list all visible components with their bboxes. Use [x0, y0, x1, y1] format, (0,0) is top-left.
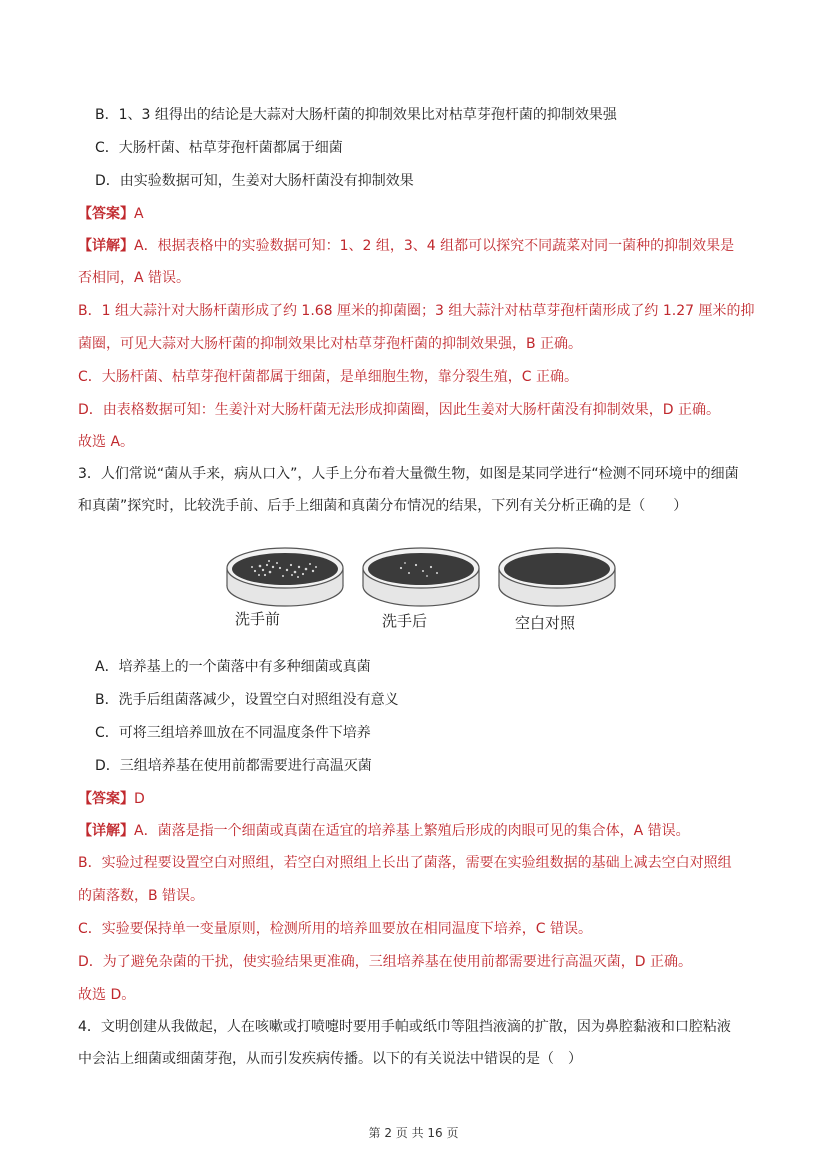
q2-option-b: B．1、3 组得出的结论是大蒜对大肠杆菌的抑制效果比对枯草芽孢杆菌的抑制效果强: [95, 107, 617, 123]
q2-option-c: C．大肠杆菌、枯草芽孢杆菌都属于细菌: [95, 140, 343, 156]
answer-tag: 【答案】: [78, 791, 134, 807]
q3-option-c: C．可将三组培养皿放在不同温度条件下培养: [95, 725, 371, 741]
petri-dish-before: [225, 546, 345, 608]
q3-detail-b-line2: 的菌落数，B 错误。: [78, 888, 205, 904]
answer-tag: 【答案】: [78, 206, 134, 222]
q3-stem-line2: 和真菌”探究时，比较洗手前、后手上细菌和真菌分布情况的结果，下列有关分析正确的是（ ）: [78, 498, 688, 514]
q3-detail-b-line1: B．实验过程要设置空白对照组，若空白对照组上长出了菌落，需要在实验组数据的基础上减去空白对照组: [78, 855, 732, 871]
q2-detail-b-line2: 菌圈，可见大蒜对大肠杆菌的抑制效果比对枯草芽孢杆菌的抑制效果强，B 正确。: [78, 336, 583, 352]
q2-detail-b-line1: B．1 组大蒜汁对大肠杆菌形成了约 1.68 厘米的抑菌圈；3 组大蒜汁对枯草芽孢杆菌形成了约 1.27 厘米的抑: [78, 303, 755, 319]
q3-choose: 故选 D。: [78, 987, 136, 1003]
detail-text: A．根据表格中的实验数据可知：1、2 组，3、4 组都可以探究不同蔬菜对同一菌种的抑制效果是: [134, 238, 735, 254]
page-footer: 第 2 页 共 16 页: [368, 1126, 459, 1140]
answer-value: A: [134, 206, 144, 222]
q2-answer: [78, 204, 144, 224]
detail-text: A．菌落是指一个细菌或真菌在适宜的培养基上繁殖后形成的肉眼可见的集合体，A 错误。: [134, 823, 690, 839]
q3-detail-d: D．为了避免杂菌的干扰，使实验结果更准确，三组培养基在使用前都需要进行高温灭菌，D 正确。: [78, 954, 693, 970]
q2-detail-d: D．由表格数据可知：生姜汁对大肠杆菌无法形成抑菌圈，因此生姜对大肠杆菌没有抑制效果，D 正确。: [78, 402, 721, 418]
q2-detail-c: C．大肠杆菌、枯草芽孢杆菌都属于细菌，是单细胞生物，靠分裂生殖，C 正确。: [78, 369, 578, 385]
q3-option-a: A．培养基上的一个菌落中有多种细菌或真菌: [95, 659, 371, 675]
answer-value: D: [134, 791, 145, 807]
q3-option-d: D．三组培养基在使用前都需要进行高温灭菌: [95, 758, 372, 774]
q3-answer: [78, 789, 145, 809]
petri-dish-blank-control: [497, 546, 617, 608]
q2-detail-a-line2: 否相同，A 错误。: [78, 270, 191, 286]
q3-stem-line1: 3．人们常说“菌从手来，病从口入”，人手上分布着大量微生物，如图是某同学进行“检测不同环境中的细菌: [78, 466, 739, 482]
q2-detail-a-line1: [78, 236, 734, 256]
dish-label-before: 洗手前: [235, 610, 281, 628]
q4-stem-line2: 中会沾上细菌或细菌芽孢，从而引发疾病传播。以下的有关说法中错误的是（ ）: [78, 1051, 582, 1067]
q2-choose: 故选 A。: [78, 434, 135, 450]
q4-stem-line1: 4．文明创建从我做起，人在咳嗽或打喷嚏时要用手帕或纸巾等阻挡液滴的扩散，因为鼻腔黏液和口腔粘液: [78, 1019, 731, 1035]
q3-detail-c: C．实验要保持单一变量原则，检测所用的培养皿要放在相同温度下培养，C 错误。: [78, 921, 592, 937]
dish-label-control: 空白对照: [515, 614, 576, 632]
q3-detail-a: [78, 821, 690, 841]
dish-label-after: 洗手后: [382, 612, 428, 630]
q2-option-d: D．由实验数据可知，生姜对大肠杆菌没有抑制效果: [95, 173, 414, 189]
detail-tag: 【详解】: [78, 823, 134, 839]
q3-option-b: B．洗手后组菌落减少，设置空白对照组没有意义: [95, 692, 399, 708]
petri-dish-after: [361, 546, 481, 608]
detail-tag: 【详解】: [78, 238, 134, 254]
